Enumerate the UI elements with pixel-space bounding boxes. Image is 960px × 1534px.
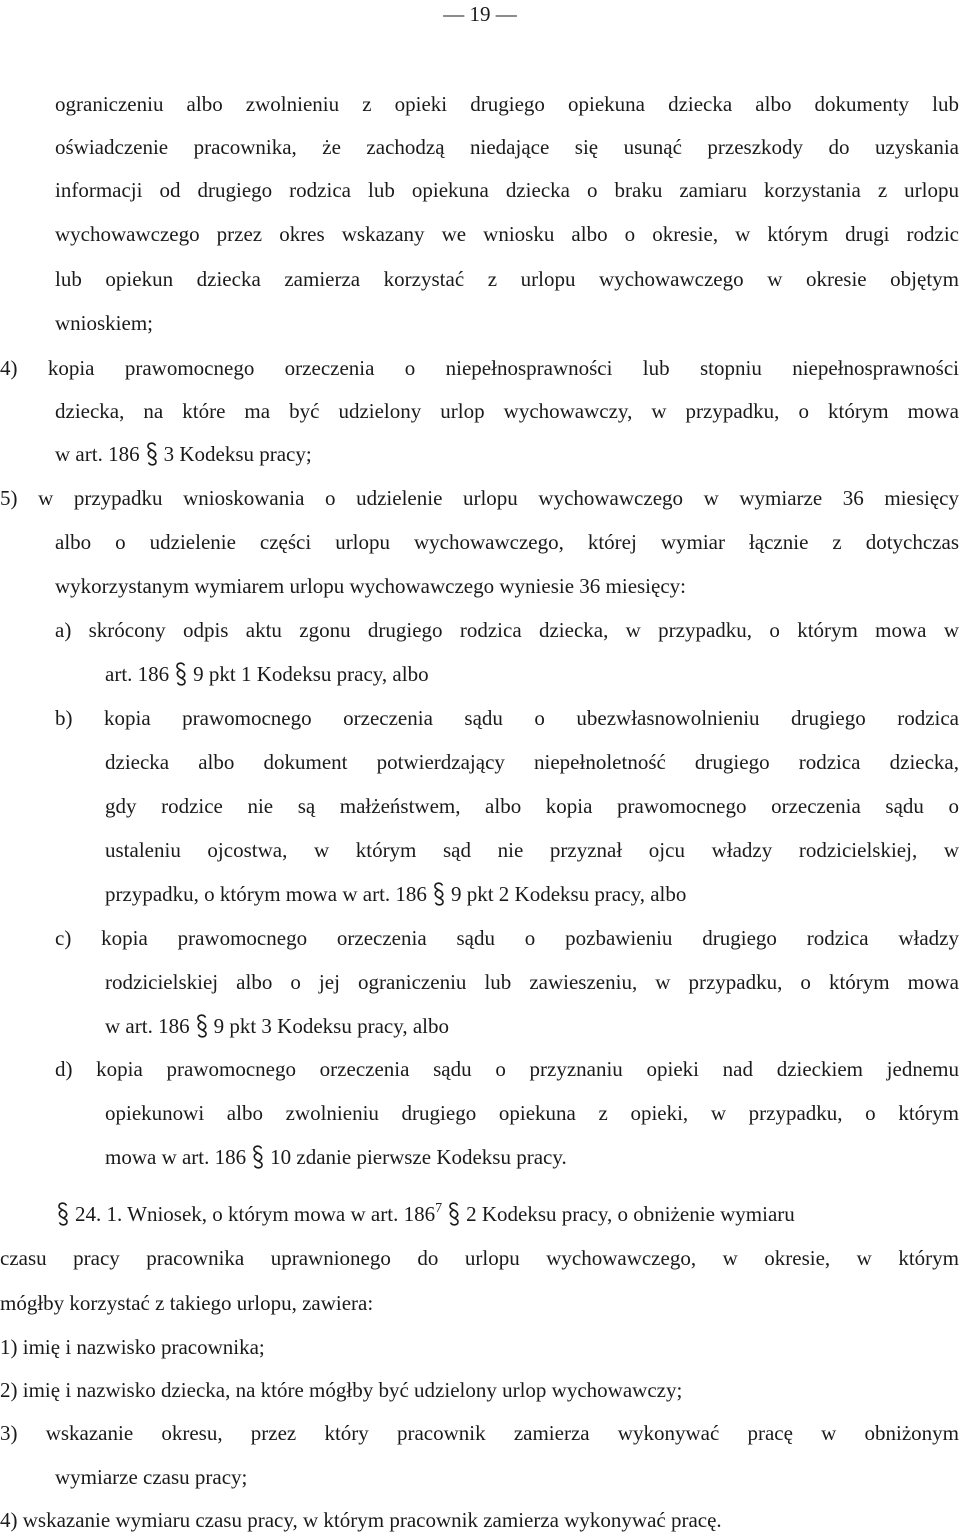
text-segment: 9 pkt 1 Kodeksu pracy, albo [193,662,429,686]
list-item-4: 4) wskazanie wymiaru czasu pracy, w którym pracownik zamierza wykonywać pracę. [0,1508,722,1532]
list-item-d: d) kopia prawomocnego orzeczenia sądu o przyznaniu opieki nad dzieckiem jednemu [55,1057,959,1081]
text-segment: 3 Kodeksu pracy; [163,442,312,466]
text-line: wnioskiem; [55,311,153,335]
list-item-3: 3) wskazanie okresu, przez który pracownik zamierza wykonywać pracę w obniżonym [0,1421,959,1445]
text-segment: 9 pkt 2 Kodeksu pracy, albo [450,882,687,906]
text-line: opiekunowi albo zwolnieniu drugiego opiekuna z opieki, w przypadku, o którym [105,1101,959,1125]
text-line [55,440,312,468]
list-item-c: c) kopia prawomocnego orzeczenia sądu o pozbawieniu drugiego rodzica władzy [55,926,959,950]
section-sign-icon [194,1013,210,1039]
superscript: 7 [435,1201,443,1216]
text-segment: 9 pkt 3 Kodeksu pracy, albo [213,1014,449,1038]
text-segment: przypadku, o którym mowa w art. 186 [105,882,427,906]
section-sign-icon [250,1144,266,1170]
text-line: informacji od drugiego rodzica lub opiekuna dziecka o braku zamiaru korzystania z urlopu [55,178,959,202]
section-sign-icon [55,1201,71,1227]
list-item-2: 2) imię i nazwisko dziecka, na które mógłby być udzielony urlop wychowawczy; [0,1378,683,1402]
text-line: lub opiekun dziecka zamierza korzystać z urlopu wychowawczego w okresie objętym [55,267,959,291]
text-line: dziecka, na które ma być udzielony urlop wychowawczy, w przypadku, o którym mowa [55,399,959,423]
text-line: gdy rodzice nie są małżeństwem, albo kopia prawomocnego orzeczenia sądu o [105,794,959,818]
text-line: wymiarze czasu pracy; [55,1465,248,1489]
text-segment: w art. 186 [105,1014,190,1038]
list-item-4: 4) kopia prawomocnego orzeczenia o niepełnosprawności lub stopniu niepełnosprawności [0,356,959,380]
text-line: ograniczeniu albo zwolnieniu z opieki drugiego opiekuna dziecka albo dokumenty lub [55,92,959,116]
text-line [105,1012,449,1040]
page-number: — 19 — [443,2,517,26]
text-line: albo o udzielenie części urlopu wychowawczego, której wymiar łącznie z dotychczas [55,530,959,554]
text-line [105,660,429,688]
text-line: ustaleniu ojcostwa, w którym sąd nie przyznał ojcu władzy rodzicielskiej, w [105,838,959,862]
text-segment: mowa w art. 186 [105,1145,247,1169]
text-line [105,1143,567,1171]
list-item-a: a) skrócony odpis aktu zgonu drugiego rodzica dziecka, w przypadku, o którym mowa w [55,618,959,642]
text-segment: 10 zdanie pierwsze Kodeksu pracy. [270,1145,567,1169]
text-segment: 24. 1. Wniosek, o którym mowa w art. $186^7$ 2 Kodeksu pracy, o obniżenie wymiaru [55,1200,795,1228]
text-line: rodzicielskiej albo o jej ograniczeniu lub zawieszeniu, w przypadku, o którym mowa [105,970,959,994]
text-line: mógłby korzystać z takiego urlopu, zawiera: [0,1291,374,1315]
text-line [105,880,686,908]
text-line: oświadczenie pracownika, że zachodzą niedające się usunąć przeszkody do uzyskania [55,135,959,159]
paragraph-24-first-line [55,1200,959,1228]
text-line: wychowawczego przez okres wskazany we wniosku albo o okresie, w którym drugi rodzic [55,222,959,246]
text-line: czasu pracy pracownika uprawnionego do urlopu wychowawczego, w okresie, w którym [0,1246,959,1270]
list-item-b: b) kopia prawomocnego orzeczenia sądu o ubezwłasnowolnieniu drugiego rodzica [55,706,959,730]
text-segment: w art. 186 [55,442,140,466]
text-line: wykorzystanym wymiarem urlopu wychowawczego wyniesie 36 miesięcy: [55,574,686,598]
list-item-1: 1) imię i nazwisko pracownika; [0,1335,265,1359]
section-sign-icon [431,881,447,907]
section-sign-icon [446,1201,462,1227]
section-sign-icon [173,661,189,687]
text-line: dziecka albo dokument potwierdzający niepełnoletność drugiego rodzica dziecka, [105,750,959,774]
section-sign-icon [144,441,160,467]
text-segment: art. 186 [105,662,170,686]
list-item-5: 5) w przypadku wnioskowania o udzielenie urlopu wychowawczego w wymiarze 36 miesięcy [0,486,959,510]
